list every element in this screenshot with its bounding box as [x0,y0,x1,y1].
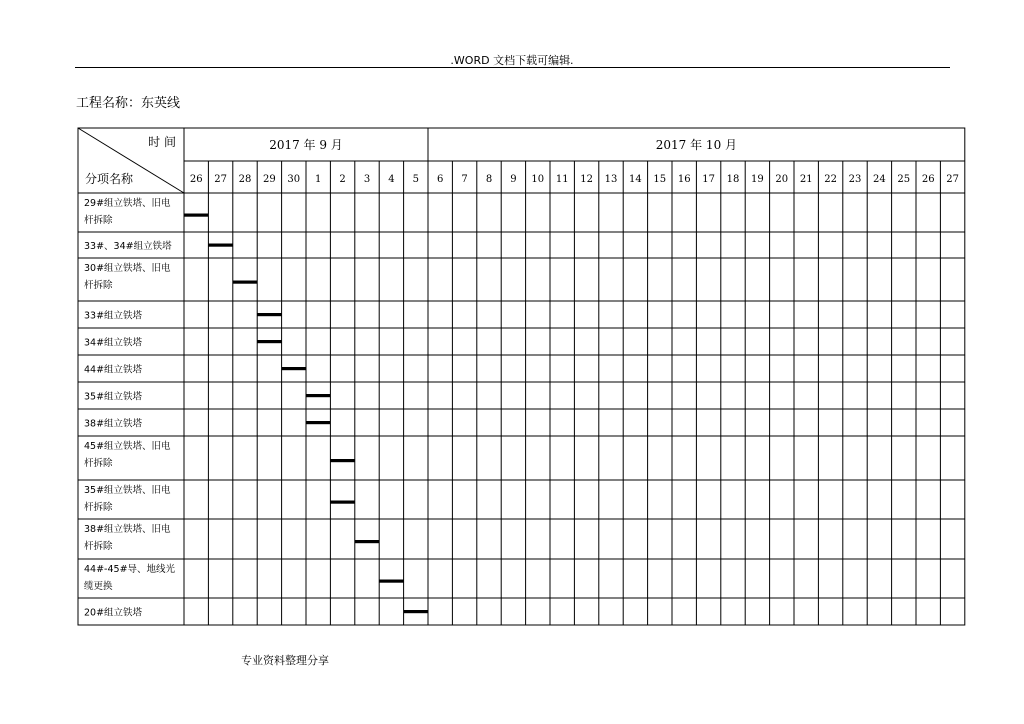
corner-time-label: 时 间 [148,135,176,149]
day-label: 10 [531,174,545,185]
day-label: 2 [339,174,346,185]
day-label: 13 [604,174,618,185]
day-label: 4 [388,174,395,185]
gantt-bar [306,394,330,397]
day-label: 9 [510,174,517,185]
day-label: 24 [873,174,886,185]
task-name: 20#组立铁塔 [84,607,143,619]
gantt-bar [379,580,403,583]
task-name: 杆拆除 [84,541,113,552]
day-label: 25 [897,174,911,185]
task-name: 44#组立铁塔 [84,364,143,376]
month-label: 2017 年 9 月 [269,138,343,152]
page-footer: 专业资料整理分享 [241,654,329,667]
gantt-bar [306,421,330,424]
task-name: 38#组立铁塔 [84,418,143,430]
day-label: 12 [580,174,593,185]
task-name: 杆拆除 [84,502,113,513]
day-label: 17 [702,174,715,185]
day-label: 29 [263,174,276,185]
day-label: 28 [238,174,252,185]
gantt-bar [233,281,257,284]
day-label: 16 [677,174,691,185]
day-label: 3 [363,174,371,185]
day-label: 18 [726,174,740,185]
gantt-bar [257,313,281,316]
day-label: 26 [189,174,203,185]
task-name: 34#组立铁塔 [84,337,143,349]
gantt-bar [404,610,428,613]
gantt-bar [330,501,354,504]
day-label: 7 [461,174,468,185]
corner-item-label: 分项名称 [85,172,134,186]
task-name: 29#组立铁塔、旧电 [84,198,171,209]
gantt-bar [355,540,379,543]
day-label: 26 [921,174,935,185]
gantt-bar [208,244,232,247]
day-label: 27 [214,174,227,185]
task-name: 杆拆除 [84,280,113,291]
day-label: 22 [824,174,837,185]
task-name: 30#组立铁塔、旧电 [84,263,171,274]
task-name: 45#组立铁塔、旧电 [84,441,171,452]
day-label: 20 [775,174,789,185]
task-name: 杆拆除 [84,458,113,469]
day-label: 5 [412,174,419,185]
day-label: 6 [437,174,444,185]
task-name: 杆拆除 [84,215,113,226]
project-name: 工程名称：东英线 [76,96,181,111]
gantt-bar [282,367,306,370]
task-name: 35#组立铁塔、旧电 [84,485,171,496]
task-name: 35#组立铁塔 [84,391,143,403]
task-name: 44#-45#导、地线光 [84,564,176,575]
day-label: 23 [848,174,862,185]
gantt-bar [184,214,208,217]
day-label: 19 [751,174,764,185]
day-label: 8 [485,174,493,185]
task-name: 缆更换 [84,581,113,592]
day-label: 21 [799,174,813,185]
month-label: 2017 年 10 月 [655,138,738,152]
gantt-bar [330,459,354,462]
gantt-bar [257,340,281,343]
task-name: 33#组立铁塔 [84,310,143,322]
day-label: 14 [629,174,642,185]
day-label: 15 [653,174,667,185]
day-label: 11 [555,174,569,185]
task-name: 38#组立铁塔、旧电 [84,524,171,535]
day-label: 30 [287,174,301,185]
day-label: 27 [946,174,959,185]
day-label: 1 [315,174,322,185]
page-header: .WORD 文档下载可编辑. [450,54,574,67]
task-name: 33#、34#组立铁塔 [84,241,172,252]
table-border [78,128,965,625]
